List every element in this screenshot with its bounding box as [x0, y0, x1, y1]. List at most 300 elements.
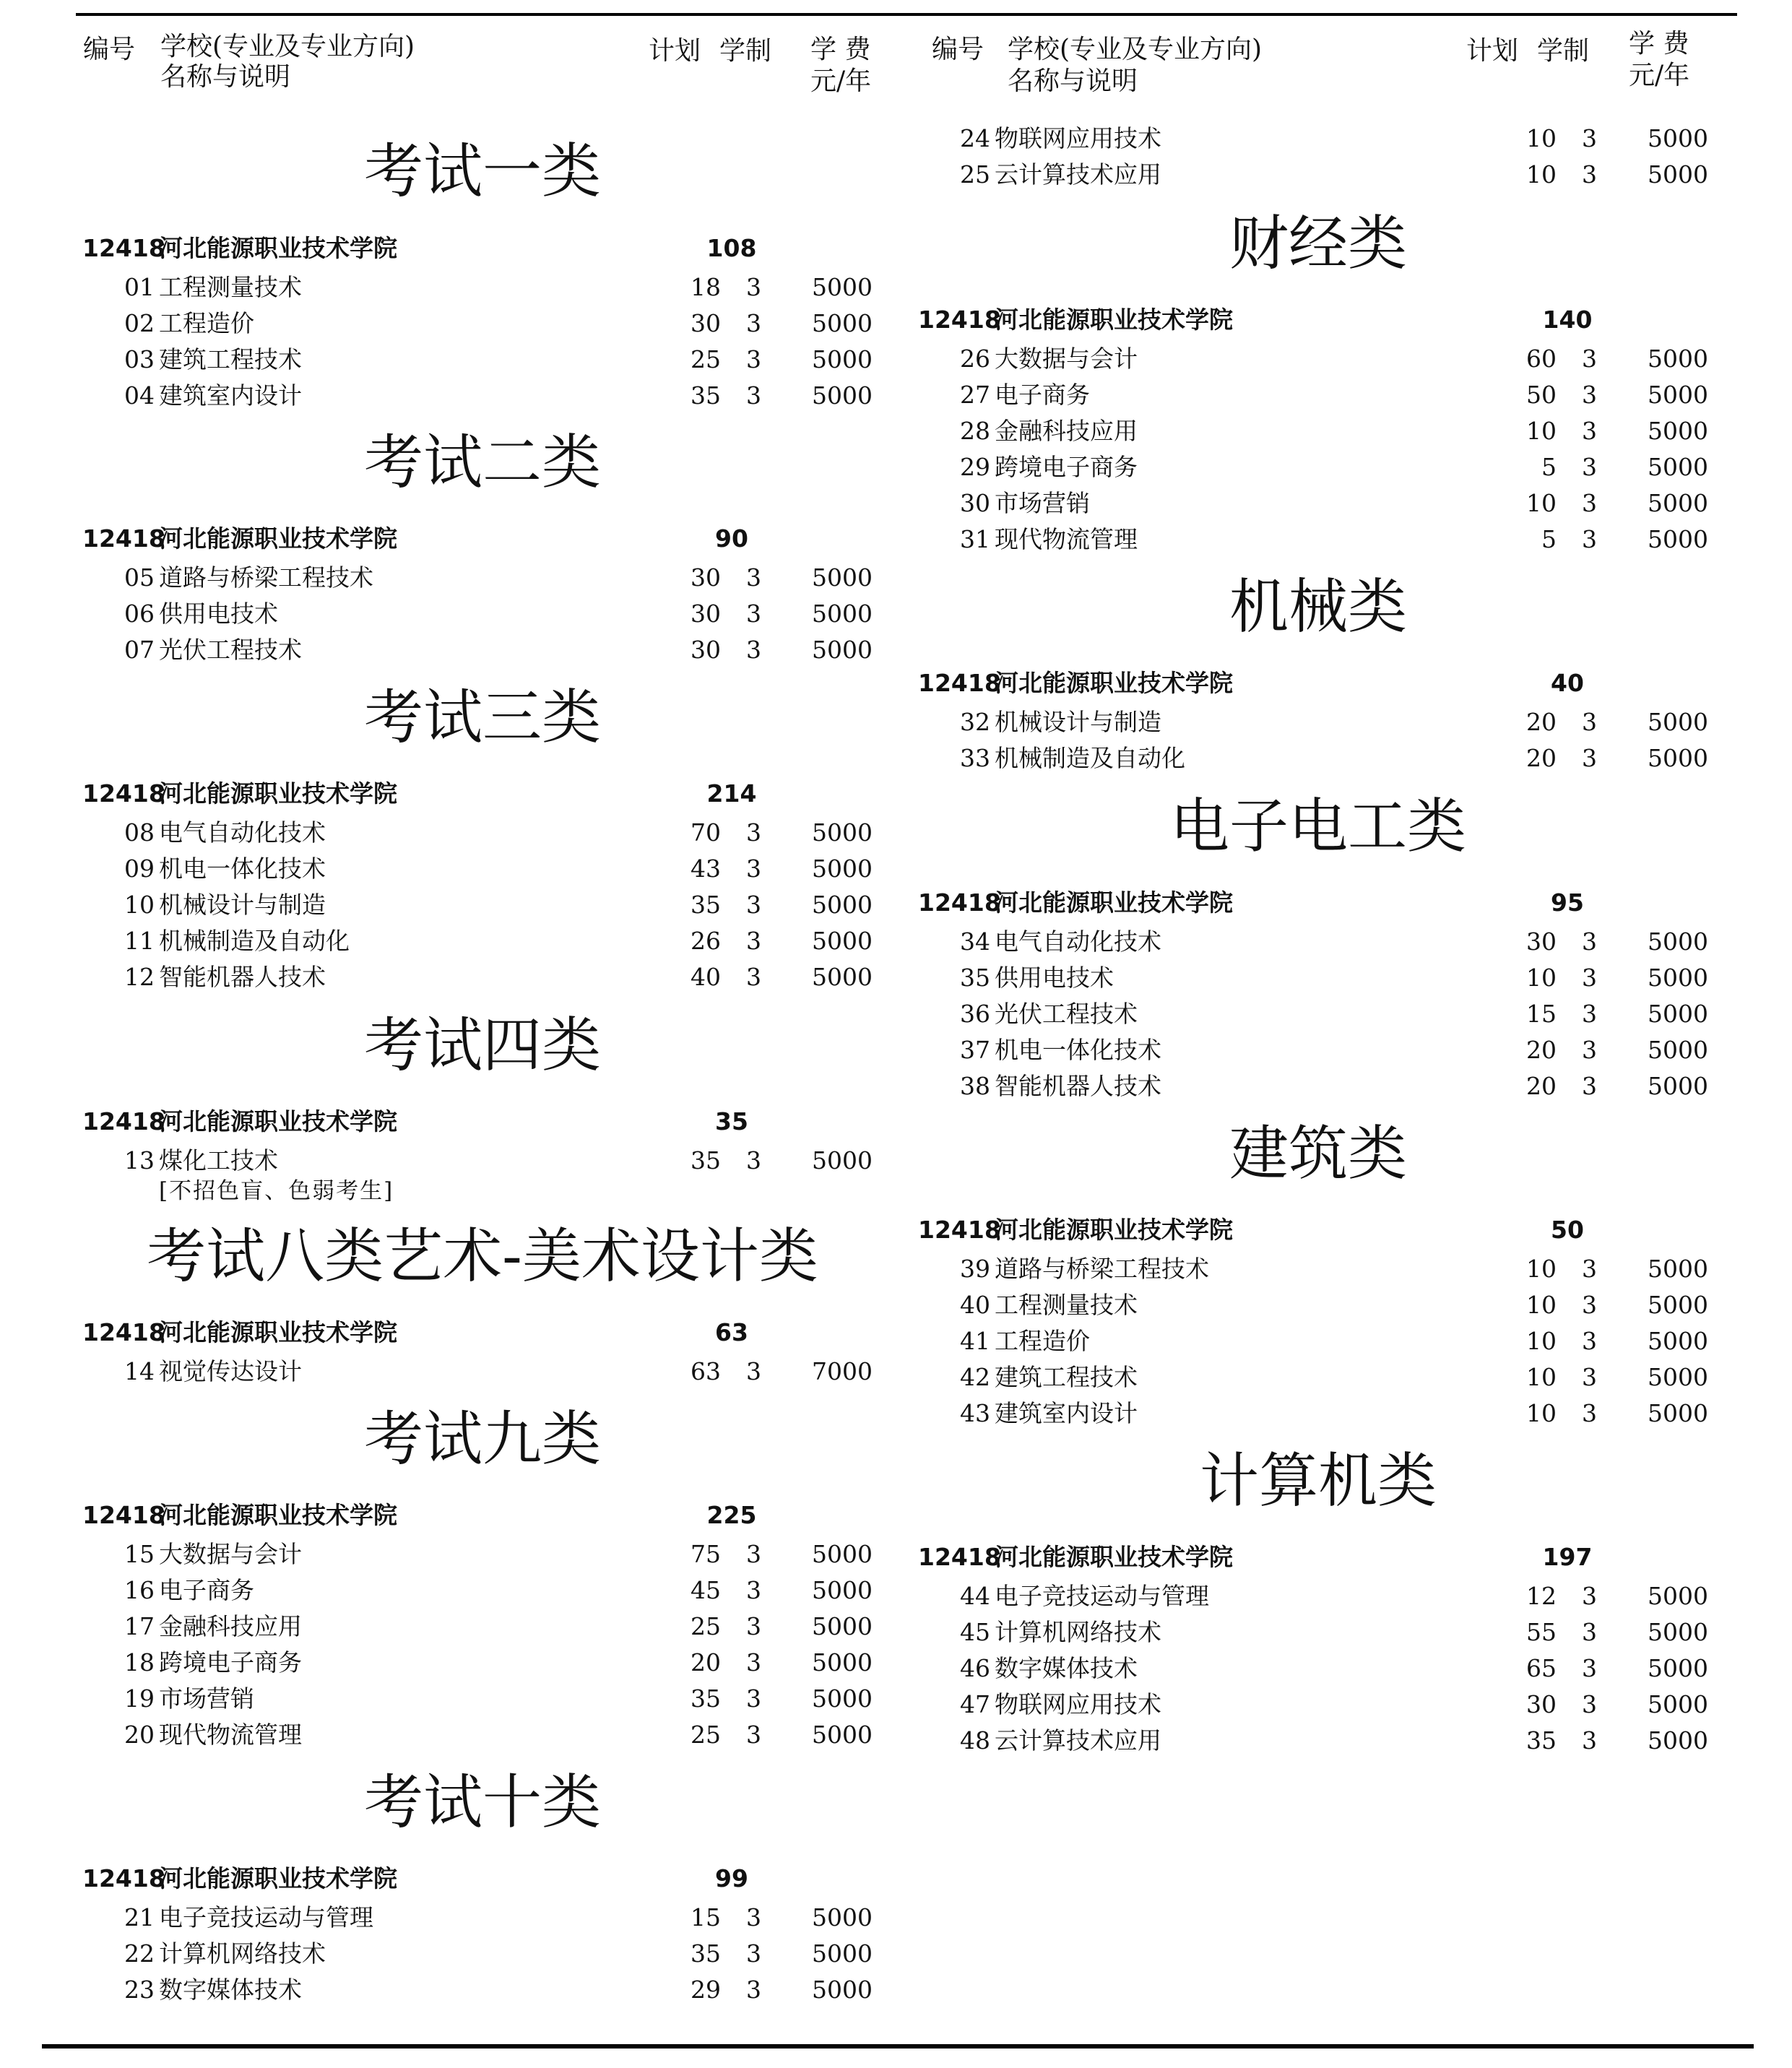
table-row — [78, 1609, 909, 1645]
school-row — [914, 665, 1744, 702]
major-name: 云计算技术应用 — [995, 160, 1161, 189]
table-row — [78, 851, 909, 887]
major-name: 电子竞技运动与管理 — [159, 1903, 373, 1931]
major-code: 35 — [960, 964, 990, 992]
major-code: 09 — [124, 855, 155, 883]
table-row — [914, 157, 1744, 193]
major-years: 3 — [1582, 1654, 1597, 1682]
major-years: 3 — [1582, 1000, 1597, 1028]
major-code: 01 — [124, 273, 155, 301]
category-block — [914, 1120, 1744, 1437]
major-code: 13 — [124, 1146, 155, 1174]
major-name: 建筑工程技术 — [995, 1363, 1138, 1391]
table-row — [914, 413, 1744, 449]
major-fee: 5000 — [1648, 1036, 1708, 1064]
major-years: 3 — [1582, 453, 1597, 481]
school-total: 225 — [706, 1501, 757, 1529]
major-code: 20 — [124, 1721, 155, 1749]
major-fee: 5000 — [812, 636, 873, 664]
category-title: 考试八类艺术-美术设计类 — [147, 1222, 818, 1291]
school-code: 12418 — [82, 779, 165, 808]
major-name: 现代物流管理 — [159, 1721, 302, 1749]
major-fee: 5000 — [812, 1684, 873, 1713]
school-name: 河北能源职业技术学院 — [995, 1216, 1233, 1244]
major-name: 电子竞技运动与管理 — [995, 1582, 1209, 1610]
major-code: 18 — [124, 1648, 155, 1677]
major-name: 计算机网络技术 — [159, 1939, 326, 1968]
major-plan: 65 — [1526, 1654, 1557, 1682]
header-fee-line2: 元/年 — [810, 66, 872, 96]
major-plan: 40 — [691, 963, 721, 991]
major-name: 大数据与会计 — [995, 345, 1138, 373]
major-years: 3 — [746, 1146, 761, 1174]
major-name: 金融科技应用 — [995, 417, 1138, 445]
major-code: 38 — [960, 1072, 990, 1100]
major-fee: 5000 — [812, 891, 873, 919]
major-code: 10 — [124, 891, 155, 919]
major-fee: 5000 — [812, 1612, 873, 1640]
major-name: 光伏工程技术 — [995, 1000, 1138, 1028]
school-row — [78, 230, 909, 267]
table-row — [78, 1572, 909, 1609]
major-plan: 30 — [691, 563, 721, 592]
school-name: 河北能源职业技术学院 — [159, 1864, 397, 1892]
major-code: 34 — [960, 927, 990, 956]
major-name: 电子商务 — [159, 1576, 254, 1604]
major-fee: 5000 — [812, 927, 873, 955]
major-code: 27 — [960, 381, 990, 409]
school-code: 12418 — [918, 888, 1001, 917]
major-name: 道路与桥梁工程技术 — [995, 1255, 1209, 1283]
table-row — [78, 1972, 909, 2008]
major-plan: 18 — [691, 273, 721, 301]
major-code: 32 — [960, 708, 990, 736]
school-row — [914, 1211, 1744, 1249]
category-block — [914, 792, 1744, 1110]
major-years: 3 — [746, 818, 761, 847]
table-row — [914, 1578, 1744, 1614]
school-row — [78, 520, 909, 558]
school-total: 99 — [715, 1864, 748, 1892]
major-fee: 5000 — [1648, 1291, 1708, 1319]
major-name: 工程测量技术 — [159, 273, 302, 301]
major-code: 44 — [960, 1582, 990, 1610]
major-name: 电气自动化技术 — [159, 818, 326, 847]
major-code: 15 — [124, 1540, 155, 1568]
major-fee: 5000 — [812, 563, 873, 592]
major-years: 3 — [746, 855, 761, 883]
major-fee: 5000 — [812, 963, 873, 991]
major-code: 02 — [124, 309, 155, 337]
major-name: 供用电技术 — [159, 600, 278, 628]
major-fee: 5000 — [1648, 489, 1708, 517]
major-plan: 12 — [1526, 1582, 1557, 1610]
school-total: 90 — [715, 524, 748, 553]
table-row — [78, 1143, 909, 1179]
table-row — [78, 378, 909, 414]
school-name: 河北能源职业技术学院 — [995, 306, 1233, 334]
major-fee: 5000 — [1648, 1582, 1708, 1610]
header-name-line1: 学校(专业及专业方向) — [1008, 35, 1263, 64]
table-row — [78, 959, 909, 995]
major-years: 3 — [746, 1540, 761, 1568]
table-row — [78, 342, 909, 378]
table-row — [914, 1614, 1744, 1650]
major-fee: 5000 — [1648, 124, 1708, 152]
major-fee: 5000 — [812, 345, 873, 373]
school-total: 35 — [715, 1107, 748, 1135]
major-plan: 10 — [1526, 1363, 1557, 1391]
category-title: 考试十类 — [363, 1768, 601, 1837]
major-plan: 30 — [1526, 927, 1557, 956]
major-name: 物联网应用技术 — [995, 1690, 1161, 1718]
category-title: 电子电工类 — [1169, 792, 1466, 861]
major-plan: 25 — [691, 345, 721, 373]
major-code: 33 — [960, 744, 990, 772]
major-fee: 5000 — [812, 1146, 873, 1174]
major-fee: 5000 — [1648, 525, 1708, 553]
major-code: 46 — [960, 1654, 990, 1682]
table-row — [78, 632, 909, 668]
major-code: 31 — [960, 525, 990, 553]
major-name: 工程测量技术 — [995, 1291, 1138, 1319]
major-code: 08 — [124, 818, 155, 847]
major-plan: 10 — [1526, 1291, 1557, 1319]
major-years: 3 — [1582, 160, 1597, 189]
major-fee: 5000 — [1648, 1363, 1708, 1391]
school-row — [914, 1539, 1744, 1576]
major-fee: 5000 — [1648, 1399, 1708, 1427]
major-code: 37 — [960, 1036, 990, 1064]
major-name: 建筑室内设计 — [995, 1399, 1138, 1427]
major-name: 市场营销 — [995, 489, 1090, 517]
major-years: 3 — [746, 927, 761, 955]
school-total: 40 — [1551, 669, 1584, 697]
table-row — [914, 1396, 1744, 1432]
school-row — [78, 1103, 909, 1141]
category-block — [914, 1447, 1744, 1765]
major-fee: 5000 — [1648, 345, 1708, 373]
major-name: 机械设计与制造 — [159, 891, 326, 919]
header-fee-line2: 元/年 — [1629, 61, 1690, 90]
major-fee: 5000 — [812, 1648, 873, 1677]
major-years: 3 — [1582, 1399, 1597, 1427]
major-years: 3 — [746, 1976, 761, 2004]
major-years: 3 — [746, 891, 761, 919]
table-row — [914, 996, 1744, 1032]
school-name: 河北能源职业技术学院 — [159, 1501, 397, 1529]
major-name: 机械设计与制造 — [995, 708, 1161, 736]
major-plan: 29 — [691, 1976, 721, 2004]
category-title: 考试一类 — [363, 137, 601, 206]
major-code: 04 — [124, 381, 155, 410]
header-fee-line1: 学 费 — [1629, 29, 1689, 59]
major-fee: 5000 — [1648, 1726, 1708, 1755]
table-row — [914, 1359, 1744, 1396]
school-name: 河北能源职业技术学院 — [995, 888, 1233, 917]
major-plan: 10 — [1526, 964, 1557, 992]
major-name: 智能机器人技术 — [159, 963, 326, 991]
school-code: 12418 — [82, 1501, 165, 1529]
table-row — [914, 1650, 1744, 1687]
major-name: 视觉传达设计 — [159, 1357, 302, 1385]
major-code: 30 — [960, 489, 990, 517]
major-years: 3 — [746, 1612, 761, 1640]
table-row — [78, 306, 909, 342]
school-code: 12418 — [82, 1107, 165, 1135]
major-name: 计算机网络技术 — [995, 1618, 1161, 1646]
school-total: 214 — [706, 779, 757, 808]
major-plan: 43 — [691, 855, 721, 883]
major-fee: 5000 — [812, 1576, 873, 1604]
major-name: 市场营销 — [159, 1684, 254, 1713]
category-block — [78, 1768, 909, 2007]
major-plan: 35 — [691, 381, 721, 410]
major-years: 3 — [746, 1648, 761, 1677]
major-fee: 5000 — [812, 309, 873, 337]
table-row — [78, 596, 909, 632]
header-name-line2: 名称与说明 — [160, 62, 291, 92]
major-name: 供用电技术 — [995, 964, 1114, 992]
table-row — [78, 923, 909, 959]
major-plan: 35 — [691, 891, 721, 919]
major-years: 3 — [746, 345, 761, 373]
table-row — [914, 1687, 1744, 1723]
major-fee: 5000 — [812, 273, 873, 301]
major-plan: 15 — [1526, 1000, 1557, 1028]
category-block — [78, 428, 909, 667]
table-row — [914, 960, 1744, 996]
major-note: [不招色盲、色弱考生] — [159, 1178, 394, 1204]
major-fee: 5000 — [1648, 964, 1708, 992]
major-code: 26 — [960, 345, 990, 373]
table-row — [914, 485, 1744, 522]
category-title: 建筑类 — [1229, 1120, 1407, 1188]
major-code: 47 — [960, 1690, 990, 1718]
top-rule — [76, 13, 1737, 16]
table-row — [78, 1936, 909, 1972]
category-title: 计算机类 — [1199, 1447, 1437, 1515]
major-fee: 5000 — [1648, 744, 1708, 772]
table-row — [78, 1645, 909, 1681]
major-years: 3 — [1582, 1618, 1597, 1646]
header-fee-line1: 学 费 — [810, 35, 871, 64]
category-block — [78, 1222, 909, 1403]
major-fee: 5000 — [1648, 1327, 1708, 1355]
major-years: 3 — [1582, 124, 1597, 152]
major-plan: 30 — [691, 636, 721, 664]
major-name: 道路与桥梁工程技术 — [159, 563, 373, 592]
major-plan: 5 — [1541, 525, 1557, 553]
major-plan: 35 — [691, 1684, 721, 1713]
major-plan: 25 — [691, 1721, 721, 1749]
major-name: 煤化工技术 — [159, 1146, 278, 1174]
major-code: 41 — [960, 1327, 990, 1355]
major-plan: 25 — [691, 1612, 721, 1640]
school-code: 12418 — [82, 1864, 165, 1892]
school-code: 12418 — [918, 1543, 1001, 1571]
school-total: 197 — [1542, 1543, 1593, 1571]
major-years: 3 — [1582, 1291, 1597, 1319]
major-fee: 5000 — [1648, 417, 1708, 445]
major-code: 28 — [960, 417, 990, 445]
school-code: 12418 — [918, 306, 1001, 334]
category-block — [914, 573, 1744, 782]
major-fee: 5000 — [1648, 453, 1708, 481]
header-name-line1: 学校(专业及专业方向) — [160, 32, 415, 61]
major-code: 05 — [124, 563, 155, 592]
major-plan: 10 — [1526, 160, 1557, 189]
major-plan: 20 — [1526, 1072, 1557, 1100]
major-fee: 5000 — [1648, 1690, 1708, 1718]
major-years: 3 — [1582, 1327, 1597, 1355]
major-years: 3 — [1582, 964, 1597, 992]
table-row — [914, 522, 1744, 558]
major-plan: 63 — [691, 1357, 721, 1385]
school-total: 50 — [1551, 1216, 1584, 1244]
major-fee: 5000 — [1648, 160, 1708, 189]
school-code: 12418 — [918, 1216, 1001, 1244]
table-row — [914, 1032, 1744, 1068]
major-plan: 30 — [691, 309, 721, 337]
major-years: 3 — [746, 636, 761, 664]
major-years: 3 — [746, 309, 761, 337]
table-row — [78, 1717, 909, 1753]
major-plan: 15 — [691, 1903, 721, 1931]
major-name: 云计算技术应用 — [995, 1726, 1161, 1755]
major-years: 3 — [746, 1684, 761, 1713]
major-code: 45 — [960, 1618, 990, 1646]
header-plan: 计划 — [649, 36, 701, 66]
major-name: 智能机器人技术 — [995, 1072, 1161, 1100]
major-plan: 10 — [1526, 1255, 1557, 1283]
major-years: 3 — [1582, 345, 1597, 373]
major-plan: 10 — [1526, 1327, 1557, 1355]
major-name: 建筑工程技术 — [159, 345, 302, 373]
major-code: 36 — [960, 1000, 990, 1028]
category-block — [78, 1405, 909, 1752]
major-fee: 5000 — [812, 1903, 873, 1931]
major-code: 21 — [124, 1903, 155, 1931]
school-total: 108 — [706, 234, 757, 262]
table-row — [78, 560, 909, 596]
school-code: 12418 — [82, 1318, 165, 1346]
table-row — [914, 1287, 1744, 1323]
major-code: 25 — [960, 160, 990, 189]
school-name: 河北能源职业技术学院 — [159, 234, 397, 262]
table-row — [914, 740, 1744, 776]
major-years: 3 — [746, 563, 761, 592]
major-years: 3 — [746, 963, 761, 991]
major-years: 3 — [746, 1939, 761, 1968]
major-fee: 5000 — [1648, 1255, 1708, 1283]
school-row — [78, 1497, 909, 1534]
major-name: 机电一体化技术 — [995, 1036, 1161, 1064]
major-fee: 5000 — [1648, 1618, 1708, 1646]
school-row — [78, 1860, 909, 1898]
category-block — [78, 683, 909, 994]
table-row — [914, 924, 1744, 960]
major-fee: 5000 — [812, 1939, 873, 1968]
header-name-line2: 名称与说明 — [1008, 66, 1138, 96]
school-total: 140 — [1542, 306, 1593, 334]
major-code: 11 — [124, 927, 155, 955]
major-years: 3 — [1582, 381, 1597, 409]
major-fee: 5000 — [812, 855, 873, 883]
major-code: 19 — [124, 1684, 155, 1713]
table-row — [914, 704, 1744, 740]
major-years: 3 — [1582, 708, 1597, 736]
header-code: 编号 — [83, 35, 136, 64]
major-fee: 5000 — [1648, 927, 1708, 956]
school-total: 95 — [1551, 888, 1584, 917]
major-code: 14 — [124, 1357, 155, 1385]
table-row — [78, 1354, 909, 1390]
header-years: 学制 — [1537, 36, 1590, 66]
category-title: 考试九类 — [363, 1405, 601, 1474]
bottom-rule — [42, 2044, 1754, 2048]
header-plan: 计划 — [1466, 36, 1519, 66]
table-row — [78, 887, 909, 923]
major-years: 3 — [746, 1576, 761, 1604]
table-row — [914, 1723, 1744, 1759]
major-fee: 5000 — [1648, 1654, 1708, 1682]
major-years: 3 — [1582, 1072, 1597, 1100]
major-years: 3 — [1582, 927, 1597, 956]
table-row — [78, 1536, 909, 1572]
category-title: 考试三类 — [363, 683, 601, 752]
major-name: 机械制造及自动化 — [995, 744, 1185, 772]
major-years: 3 — [1582, 525, 1597, 553]
table-row — [914, 1251, 1744, 1287]
category-title: 考试二类 — [363, 428, 601, 497]
major-plan: 20 — [1526, 744, 1557, 772]
major-years: 3 — [1582, 744, 1597, 772]
school-name: 河北能源职业技术学院 — [159, 1318, 397, 1346]
table-row — [78, 1900, 909, 1936]
major-code: 23 — [124, 1976, 155, 2004]
table-row — [914, 121, 1744, 157]
category-title: 考试四类 — [363, 1011, 601, 1080]
major-years: 3 — [1582, 1255, 1597, 1283]
category-title: 财经类 — [1229, 209, 1407, 278]
major-years: 3 — [746, 381, 761, 410]
major-name: 物联网应用技术 — [995, 124, 1161, 152]
table-row — [914, 1068, 1744, 1104]
major-years: 3 — [1582, 1363, 1597, 1391]
major-name: 数字媒体技术 — [995, 1654, 1138, 1682]
major-fee: 5000 — [1648, 381, 1708, 409]
major-code: 07 — [124, 636, 155, 664]
header-code: 编号 — [932, 35, 984, 64]
major-name: 数字媒体技术 — [159, 1976, 302, 2004]
major-years: 3 — [1582, 1726, 1597, 1755]
major-plan: 26 — [691, 927, 721, 955]
table-row — [914, 449, 1744, 485]
major-plan: 10 — [1526, 417, 1557, 445]
major-name: 现代物流管理 — [995, 525, 1138, 553]
school-row — [914, 301, 1744, 339]
major-name: 大数据与会计 — [159, 1540, 302, 1568]
major-fee: 5000 — [1648, 708, 1708, 736]
category-title: 机械类 — [1229, 573, 1407, 641]
major-plan: 55 — [1526, 1618, 1557, 1646]
major-name: 建筑室内设计 — [159, 381, 302, 410]
major-fee: 5000 — [812, 600, 873, 628]
major-name: 光伏工程技术 — [159, 636, 302, 664]
major-code: 24 — [960, 124, 990, 152]
major-plan: 20 — [691, 1648, 721, 1677]
